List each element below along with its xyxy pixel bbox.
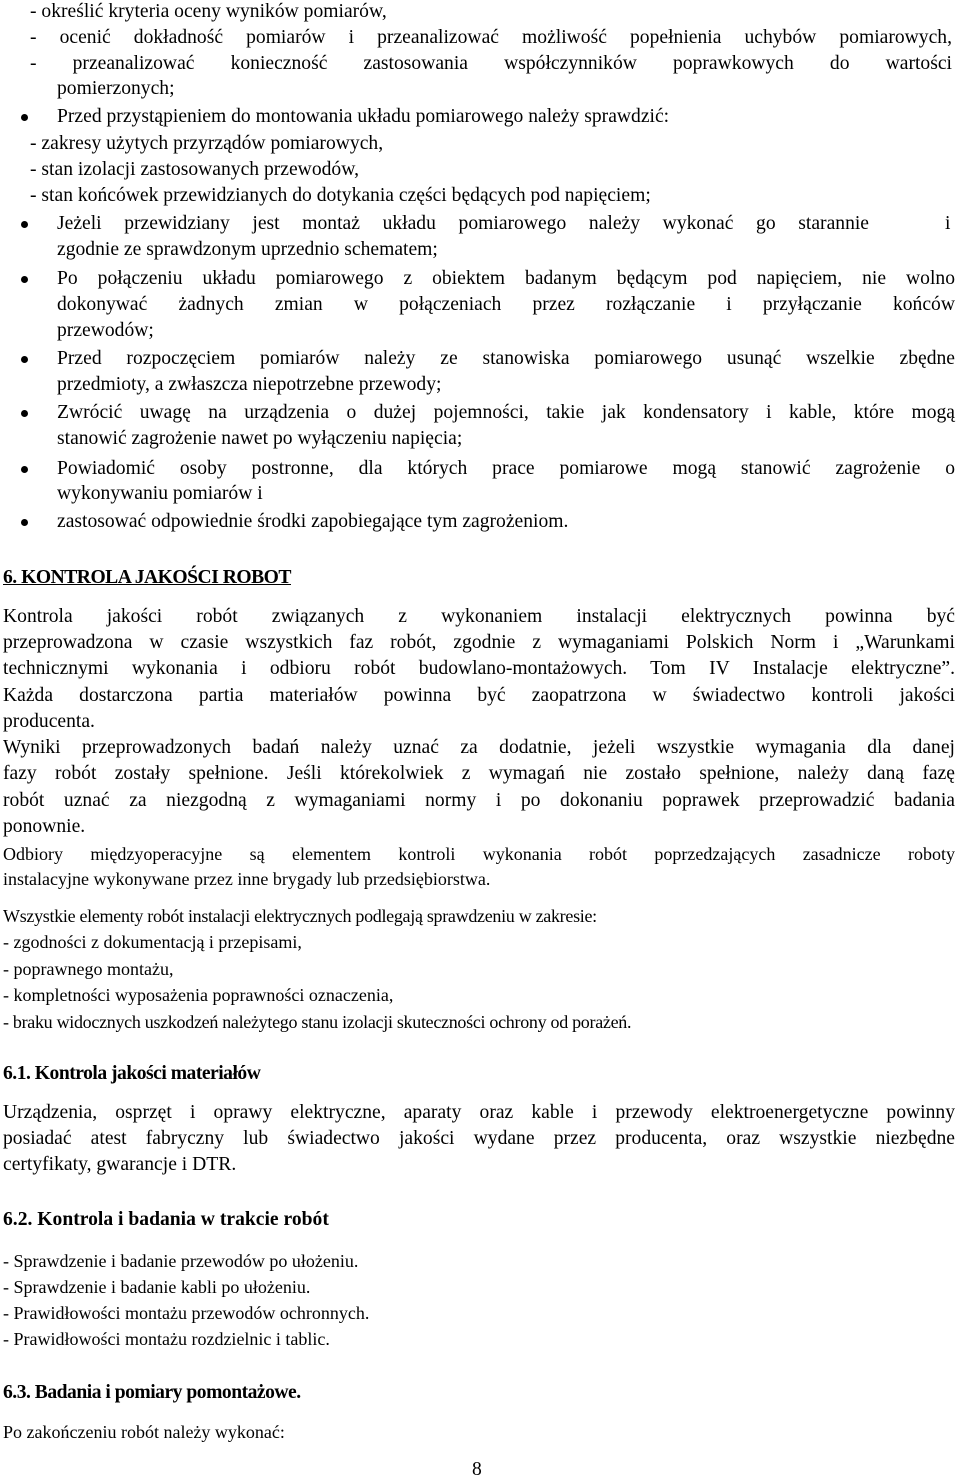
text-line: - kompletności wyposażenia poprawności oznaczenia, [3, 985, 394, 1005]
text-line: przeprowadzona w czasie wszystkich faz robót, zgodnie z wymaganiami Polskich Norm i „Warunkami [3, 632, 955, 653]
text-line: - stan izolacji zastosowanych przewodów, [30, 159, 359, 180]
text-line: - ocenić dokładność pomiarów i przeanalizować możliwość popełnienia uchybów pomiarowych, [30, 27, 952, 48]
text-line: zgodnie ze sprawdzonym uprzednio schematem; [57, 239, 438, 260]
text-line: dokonywać żadnych zmian w połączeniach przez rozłączanie i przyłączanie końców [57, 294, 955, 315]
text-line: Przed rozpoczęciem pomiarów należy ze stanowiska pomiarowego usunąć wszelkie zbędne [57, 348, 955, 369]
text-line: - braku widocznych uszkodzeń należytego stanu izolacji skuteczności ochrony od porażeń. [3, 1012, 632, 1032]
text-line: posiadać atest fabryczny lub świadectwo jakości wydane przez producenta, oraz wszystkie niezbędne [3, 1128, 955, 1149]
bullet [21, 356, 28, 363]
text-line: - zgodności z dokumentacją i przepisami, [3, 932, 302, 952]
text-line: instalacyjne wykonywane przez inne brygady lub przedsiębiorstwa. [3, 869, 491, 889]
text-line: producenta. [3, 711, 95, 732]
section-heading: 6. KONTROLA JAKOŚCI ROBOT [3, 567, 291, 588]
text-line: - Sprawdzenie i badanie przewodów po ułożeniu. [3, 1251, 359, 1271]
text-line: - stan końcówek przewidzianych do dotykania części będących pod napięciem; [30, 185, 651, 206]
page-number: 8 [472, 1459, 482, 1480]
text-line: - Sprawdzenie i badanie kabli po ułożeniu. [3, 1277, 311, 1297]
text-line: - zakresy użytych przyrządów pomiarowych, [30, 133, 384, 154]
text-line: ponownie. [3, 816, 86, 837]
text-line: Po połączeniu układu pomiarowego z obiektem badanym będącym pod napięciem, nie wolno [57, 268, 955, 289]
text-line: technicznymi wykonania i odbioru robót budowlano-montażowych. Tom IV Instalacje elektryczne”. [3, 658, 955, 679]
text-line: certyfikaty, gwarancje i DTR. [3, 1154, 237, 1175]
bullet [21, 221, 28, 228]
text-line: stanowić zagrożenie nawet po wyłączeniu napięcia; [57, 428, 463, 449]
text-line: przewodów; [57, 320, 154, 341]
text-line: i [945, 213, 951, 234]
text-line: Odbiory międzyoperacyjne są elementem kontroli wykonania robót poprzedzających zasadnicze roboty [3, 844, 955, 864]
bullet [21, 410, 28, 417]
bullet [21, 276, 28, 283]
text-line: zastosować odpowiednie środki zapobiegające tym zagrożeniom. [57, 511, 569, 532]
text-line: Zwrócić uwagę na urządzenia o dużej pojemności, takie jak kondensatory i kable, które mogą [57, 402, 955, 423]
text-line: Jeżeli przewidziany jest montaż układu pomiarowego należy wykonać go starannie [57, 213, 869, 234]
text-line: Wszystkie elementy robót instalacji elektrycznych podlegają sprawdzeniu w zakresie: [3, 906, 597, 926]
text-line: Każda dostarczona partia materiałów powinna być zaopatrzona w świadectwo kontroli jakości [3, 685, 955, 706]
bullet [21, 519, 28, 526]
bullet [21, 114, 28, 121]
text-line: - określić kryteria oceny wyników pomiarów, [30, 1, 387, 22]
subsection-heading: 6.3. Badania i pomiary pomontażowe. [3, 1382, 301, 1403]
text-line: - przeanalizować konieczność zastosowania współczynników poprawkowych do wartości [30, 53, 952, 74]
text-line: Wyniki przeprowadzonych badań należy uznać za dodatnie, jeżeli wszystkie wymagania dla danej [3, 737, 955, 758]
text-line: fazy robót zostały spełnione. Jeśli którekolwiek z wymagań nie zostało spełnione, należy daną fazę [3, 763, 955, 784]
text-line: Urządzenia, osprzęt i oprawy elektryczne, aparaty oraz kable i przewody elektroenergetyczne powinny [3, 1102, 955, 1123]
text-line: wykonywaniu pomiarów i [57, 483, 263, 504]
subsection-heading: 6.1. Kontrola jakości materiałów [3, 1063, 261, 1084]
text-line: Przed przystąpieniem do montowania układu pomiarowego należy sprawdzić: [57, 106, 670, 127]
text-line: - Prawidłowości montażu przewodów ochronnych. [3, 1303, 370, 1323]
text-line: Powiadomić osoby postronne, dla których prace pomiarowe mogą stanowić zagrożenie o [57, 458, 955, 479]
text-line: przedmioty, a zwłaszcza niepotrzebne przewody; [57, 374, 442, 395]
text-line: - poprawnego montażu, [3, 959, 174, 979]
text-line: - Prawidłowości montażu rozdzielnic i tablic. [3, 1329, 330, 1349]
text-line: robót uznać za niezgodną z wymaganiami normy i po dokonaniu poprawek przeprowadzić badania [3, 790, 955, 811]
text-line: Kontrola jakości robót związanych z wykonaniem instalacji elektrycznych powinna być [3, 606, 955, 627]
text-line: Po zakończeniu robót należy wykonać: [3, 1422, 285, 1442]
text-line: pomierzonych; [57, 78, 175, 99]
subsection-heading: 6.2. Kontrola i badania w trakcie robót [3, 1209, 329, 1230]
bullet [21, 466, 28, 473]
